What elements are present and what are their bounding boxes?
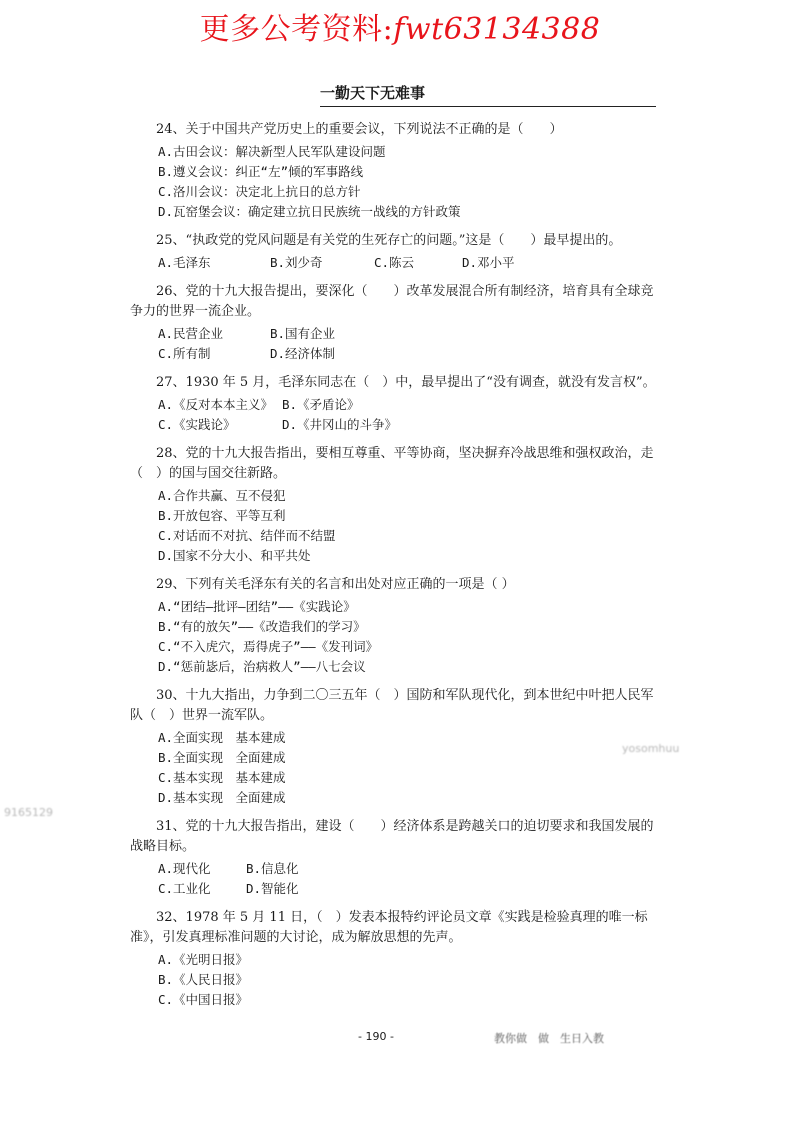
- option: A.“团结—批评—团结”——《实践论》: [158, 599, 356, 614]
- question-30: [130, 686, 660, 808]
- bleed-through-text: 9165129: [4, 806, 53, 819]
- page-header-motto: 一勤天下无难事: [320, 84, 426, 102]
- option: B.《矛盾论》: [282, 397, 360, 412]
- option: C.陈云: [374, 255, 415, 270]
- option: A.古田会议：解决新型人民军队建设问题: [158, 144, 386, 159]
- option-row: [130, 859, 660, 879]
- option: D.基本实现 全面建成: [158, 790, 286, 805]
- option: B.信息化: [246, 861, 299, 876]
- option: B.刘少奇: [270, 255, 323, 270]
- option: D.瓦窑堡会议：确定建立抗日民族统一战线的方针政策: [158, 204, 461, 219]
- option: B.开放包容、平等互利: [158, 508, 286, 523]
- page-number: - 190 -: [358, 1030, 394, 1043]
- option-row: [130, 324, 660, 344]
- option-row: [130, 879, 660, 899]
- option: D.邓小平: [462, 255, 515, 270]
- option: C.“不入虎穴，焉得虎子”——《发刊词》: [158, 639, 379, 654]
- option: C.洛川会议：决定北上抗日的总方针: [158, 184, 361, 199]
- banner-prefix: 更多公考资料:: [199, 12, 394, 47]
- question-stem: 31、党的十九大报告指出，建设（ ）经济体系是跨越关口的迫切要求和我国发展的战略目标。: [130, 819, 654, 854]
- question-26: [130, 282, 660, 364]
- option: B.“有的放矢”——《改造我们的学习》: [158, 619, 366, 634]
- question-stem: 29、下列有关毛泽东有关的名言和出处对应正确的一项是（ ）: [156, 577, 515, 592]
- option-row: [130, 415, 660, 435]
- question-stem: 32、1978 年 5 月 11 日，（ ）发表本报特约评论员文章《实践是检验真理的唯一标准》，引发真理标准问题的大讨论，成为解放思想的先声。: [130, 910, 648, 945]
- option: B.遵义会议：纠正“左”倾的军事路线: [158, 164, 364, 179]
- option: D.《井冈山的斗争》: [282, 417, 398, 432]
- option: A.民营企业: [158, 326, 224, 341]
- option: B.国有企业: [270, 326, 336, 341]
- option: C.《实践论》: [158, 417, 236, 432]
- option: D.国家不分大小、和平共处: [158, 548, 311, 563]
- option-row: [130, 344, 660, 364]
- option: A.毛泽东: [158, 255, 211, 270]
- question-stem: 24、关于中国共产党历史上的重要会议，下列说法不正确的是（ ）: [156, 122, 563, 137]
- promo-banner: [0, 4, 800, 48]
- question-25: [130, 231, 660, 273]
- option: B.全面实现 全面建成: [158, 750, 286, 765]
- option: A.全面实现 基本建成: [158, 730, 286, 745]
- option: C.工业化: [158, 881, 211, 896]
- option-row: [130, 395, 660, 415]
- question-27: [130, 373, 660, 435]
- option: C.对话而不对抗、结伴而不结盟: [158, 528, 336, 543]
- option: A.现代化: [158, 861, 211, 876]
- option: C.基本实现 基本建成: [158, 770, 286, 785]
- question-stem: 25、“执政党的党风问题是有关党的生死存亡的问题。”这是（ ）最早提出的。: [156, 233, 622, 248]
- question-list: [130, 120, 660, 1019]
- option: D.经济体制: [270, 346, 336, 361]
- option: D.智能化: [246, 881, 299, 896]
- option: C.《中国日报》: [158, 992, 249, 1007]
- option: D.“惩前毖后，治病救人”——八七会议: [158, 659, 366, 674]
- option: A.合作共赢、互不侵犯: [158, 488, 286, 503]
- option: A.《反对本本主义》: [158, 397, 274, 412]
- question-31: [130, 817, 660, 899]
- question-28: [130, 444, 660, 566]
- option: A.《光明日报》: [158, 952, 249, 967]
- question-stem: 26、党的十九大报告提出，要深化（ ）改革发展混合所有制经济，培育具有全球竞争力的世界一流企业。: [130, 284, 654, 319]
- question-stem: 28、党的十九大报告指出，要相互尊重、平等协商，坚决摒弃冷战思维和强权政治，走（ ）的国与国交往新路。: [130, 446, 654, 481]
- question-29: [130, 575, 660, 677]
- option: B.《人民日报》: [158, 972, 249, 987]
- question-stem: 27、1930 年 5 月，毛泽东同志在（ ）中，最早提出了“没有调查，就没有发言权”。: [156, 375, 656, 390]
- bleed-through-text: yosomhuu: [622, 742, 680, 755]
- header-divider: [320, 106, 656, 107]
- question-32: [130, 908, 660, 1010]
- option-row: [130, 253, 660, 273]
- banner-contact: fwt63134388: [393, 12, 601, 47]
- question-24: [130, 120, 660, 222]
- question-stem: 30、十九大指出，力争到二〇三五年（ ）国防和军队现代化，到本世纪中叶把人民军队（ ）世界一流军队。: [130, 688, 654, 723]
- footer-smudge: 教你做 做 生日入教: [494, 1032, 604, 1045]
- option: C.所有制: [158, 346, 211, 361]
